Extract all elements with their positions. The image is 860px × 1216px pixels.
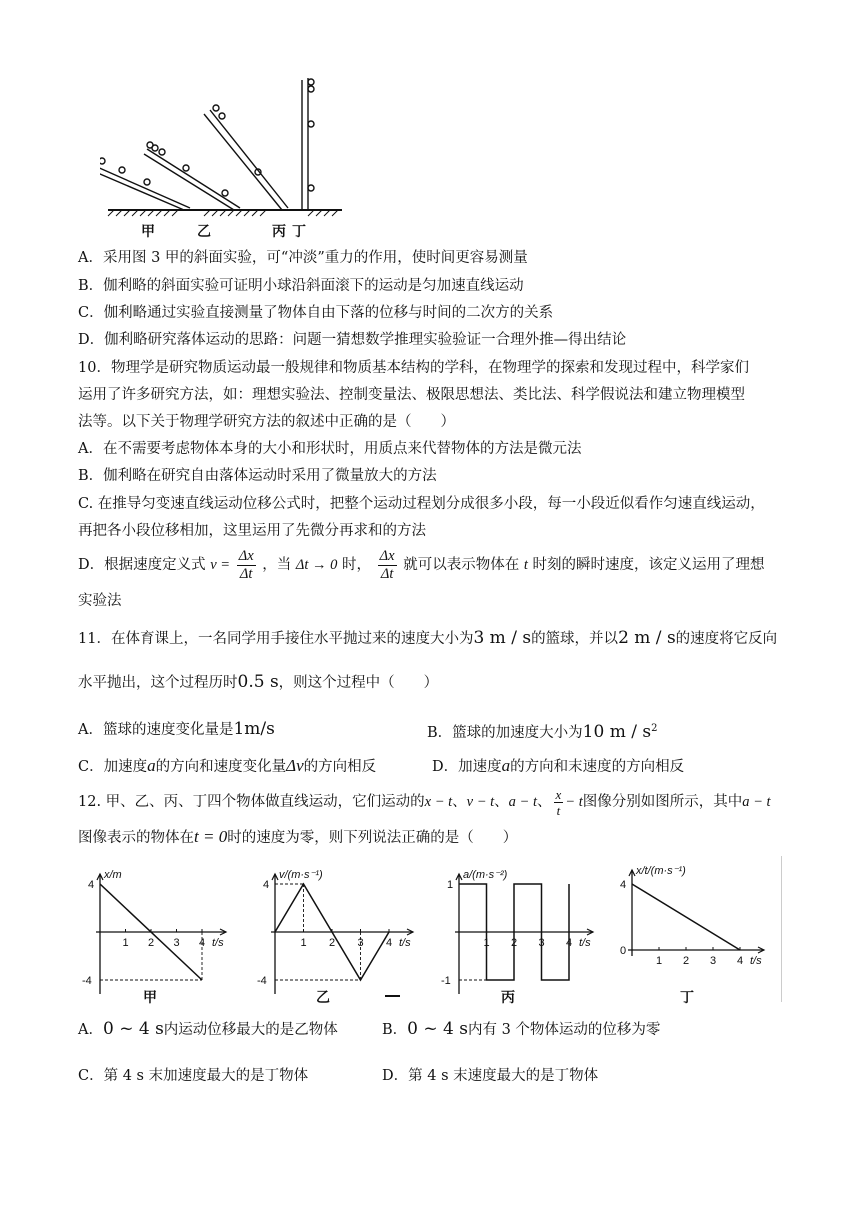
q10-d-v: v = bbox=[210, 557, 231, 573]
q12-cond: t = 0 bbox=[194, 827, 228, 846]
q10-d-mid2: 时， bbox=[342, 557, 372, 573]
q10-option-c-1: C. 在推导匀变速直线运动位移公式时，把整个运动过程划分成很多小段，每一小段近似看作匀速直线运动， bbox=[78, 496, 765, 512]
q11-stem-2 bbox=[78, 671, 438, 694]
graph-caption-yi: 乙 bbox=[316, 990, 330, 1006]
graph-jia-x-tick-label: 3 bbox=[173, 937, 180, 949]
q10-stem-1: 10．物理学是研究物质运动最一般规律和物质基本结构的学科，在物理学的探索和发现过程中，科学家们 bbox=[78, 360, 749, 376]
q12-s1: 12. 甲、乙、丙、丁四个物体做直线运动，它们运动的 bbox=[78, 794, 425, 810]
graph-caption-ding: 丁 bbox=[680, 990, 694, 1006]
graph-ding-y-tick-label: 0 bbox=[620, 945, 627, 957]
q12-b: B． bbox=[382, 1022, 408, 1038]
q12-a: A． bbox=[78, 1022, 103, 1038]
graph-yi-x-label: t/s bbox=[399, 937, 411, 949]
q11-c-sym-dv: Δv bbox=[286, 756, 304, 775]
q10-option-a: A．在不需要考虑物体本身的大小和形状时，用质点来代替物体的方法是微元法 bbox=[78, 441, 582, 457]
q11-s1: 11．在体育课上，一名同学用手接住水平抛过来的速度大小为 bbox=[78, 631, 474, 647]
incline-jia bbox=[100, 154, 190, 210]
q11-option-b bbox=[427, 718, 657, 744]
graph-jia-y-tick-label: 4 bbox=[88, 879, 95, 891]
q12-option-b bbox=[382, 1018, 660, 1041]
graph-caption-bing: 丙 bbox=[501, 990, 515, 1006]
q10-d-mid3: 就可以表示物体在 bbox=[403, 557, 520, 573]
q12-a-tail: 内运动位移最大的是乙物体 bbox=[163, 1022, 338, 1038]
q12-g5: a − t bbox=[742, 794, 771, 810]
q11-c-sym-a: a bbox=[147, 756, 156, 775]
q11-a-val: 1m/s bbox=[233, 719, 275, 739]
incline-ding bbox=[302, 78, 314, 210]
graph-ding-x-tick-label: 3 bbox=[710, 955, 717, 967]
q11-v1: 3 m / s bbox=[473, 628, 532, 648]
q12-option-c: C．第 4 s 末加速度最大的是丁物体 bbox=[78, 1068, 309, 1084]
incline-label-bing: 丙 bbox=[272, 224, 286, 240]
graph-yi-x-tick-label: 1 bbox=[300, 937, 307, 949]
q10-d-t: t bbox=[523, 557, 528, 573]
q11-v2: 2 m / s bbox=[618, 628, 676, 648]
q10-d-limit: Δt → 0 bbox=[295, 557, 338, 573]
q9-option-d: D．伽利略研究落体运动的思路：问题一猜想数学推理实验验证一合理外推—得出结论 bbox=[78, 332, 627, 348]
graph-jia-y-label: x/m bbox=[104, 869, 122, 881]
q9-option-c: C．伽利略通过实验直接测量了物体自由下落的位移与时间的二次方的关系 bbox=[78, 305, 554, 321]
graph-yi-x-tick-label: 4 bbox=[386, 937, 393, 949]
q12-sep3: 、 bbox=[537, 794, 552, 810]
q12-a-range: 0 ~ 4 s bbox=[102, 1019, 164, 1039]
q11-d-a: D．加速度 bbox=[432, 759, 502, 775]
q10-option-b: B．伽利略在研究自由落体运动时采用了微量放大的方法 bbox=[78, 468, 437, 484]
q12-s4: 时的速度为零，则下列说法正确的是（ ） bbox=[227, 830, 518, 846]
q12-s2: 图像分别如图所示，其中 bbox=[582, 794, 743, 810]
q11-s2: 的篮球，并以 bbox=[531, 631, 619, 647]
q12-b-range: 0 ~ 4 s bbox=[407, 1019, 468, 1039]
graph-bing-y-tick-label: 1 bbox=[447, 879, 454, 891]
q11-b-val: 10 m / s bbox=[582, 721, 652, 742]
q12-g2: v − t bbox=[466, 794, 495, 810]
graph-bing-y-label: a/(m·s⁻²) bbox=[463, 869, 508, 881]
q11-stem-1 bbox=[78, 627, 777, 650]
graph-bing-x-tick-label: 2 bbox=[511, 937, 518, 949]
q11-s5: ，则这个过程中（ ） bbox=[278, 675, 439, 691]
incline-yi bbox=[144, 142, 240, 210]
q12-stem-2 bbox=[78, 826, 517, 849]
graph-jia-y-tick-label: -4 bbox=[82, 975, 92, 987]
q10-stem-3: 法等。以下关于物理学研究方法的叙述中正确的是（ ） bbox=[78, 414, 455, 430]
q11-d-sym-a: a bbox=[501, 756, 511, 775]
q12-b-tail: 内有 3 个物体运动的位移为零 bbox=[467, 1022, 661, 1038]
q12-g1: x − t bbox=[424, 794, 453, 810]
graph-yi-y-tick-label: 4 bbox=[263, 879, 270, 891]
q12-s3: 图像表示的物体在 bbox=[78, 830, 194, 846]
q12-option-d: D．第 4 s 末速度最大的是丁物体 bbox=[382, 1068, 599, 1084]
q12-sep2: 、 bbox=[494, 794, 509, 810]
q9-option-b: B．伽利略的斜面实验可证明小球沿斜面滚下的运动是匀加速直线运动 bbox=[78, 278, 524, 294]
graph-jia-x-tick-label: 4 bbox=[199, 937, 206, 949]
incline-label-jia: 甲 bbox=[141, 224, 155, 240]
q11-option-d bbox=[432, 755, 684, 778]
q10-d-frac-2: $\frac{\Delta x}{\Delta t}$ bbox=[379, 547, 395, 582]
q10-option-d-2: 实验法 bbox=[78, 593, 122, 609]
graph-ding-x-tick-label: 1 bbox=[656, 955, 663, 967]
graph-bing-y-tick-label: -1 bbox=[441, 975, 451, 987]
q11-d-b: 的方向和末速度的方向相反 bbox=[510, 759, 685, 775]
graph-ding-data-line bbox=[632, 884, 740, 950]
q11-option-a bbox=[78, 718, 275, 741]
q12-g4tail: − t bbox=[565, 794, 583, 810]
graph-jia-x-tick-label: 2 bbox=[148, 937, 155, 949]
q10-option-c-2: 再把各小段位移相加，这里运用了先微分再求和的方法 bbox=[78, 523, 426, 539]
q10-option-d bbox=[78, 546, 764, 584]
q11-s4: 水平抛出，这个过程历时 bbox=[78, 675, 238, 691]
q12-stem-1 bbox=[78, 783, 771, 821]
incline-label-ding: 丁 bbox=[292, 224, 306, 240]
graph-bing-x-tick-label: 1 bbox=[483, 937, 490, 949]
graph-bing-x-tick-label: 4 bbox=[566, 937, 573, 949]
graph-ding-y-label: x/t/(m·s⁻¹) bbox=[636, 865, 686, 877]
q11-a-text: A．篮球的速度变化量是 bbox=[78, 722, 234, 738]
q11-s3: 的速度将它反向 bbox=[675, 631, 778, 647]
graph-yi-y-label: v/(m·s⁻¹) bbox=[279, 869, 323, 881]
graph-jia-x-tick-label: 1 bbox=[122, 937, 129, 949]
graph-bing-x-label: t/s bbox=[579, 937, 591, 949]
q11-option-c bbox=[78, 755, 376, 778]
q10-d-prefix: D．根据速度定义式 bbox=[78, 557, 206, 573]
graph-ding-x-tick-label: 4 bbox=[737, 955, 744, 967]
q12-option-a bbox=[78, 1018, 338, 1041]
q11-c-c: 的方向相反 bbox=[303, 759, 377, 775]
graph-bing-x-tick-label: 3 bbox=[538, 937, 545, 949]
graph-frame-line bbox=[781, 856, 782, 1002]
q11-c-b: 的方向和速度变化量 bbox=[155, 759, 287, 775]
q11-time: 0.5 s bbox=[237, 672, 279, 692]
q11-b-text: B．篮球的加速度大小为 bbox=[427, 724, 583, 741]
q12-g3: a − t bbox=[508, 794, 537, 810]
q12-frac: $\frac{x}{t}$ bbox=[555, 786, 562, 818]
graph-ding-x-label: t/s bbox=[750, 955, 762, 967]
q10-d-end: 时刻的瞬时速度，该定义运用了理想 bbox=[532, 557, 765, 573]
graph-jia-x-label: t/s bbox=[212, 937, 224, 949]
q10-d-frac-1: $\frac{\Delta x}{\Delta t}$ bbox=[238, 547, 254, 582]
graph-ding-y-tick-label: 4 bbox=[620, 879, 627, 891]
incline-bing bbox=[204, 105, 288, 210]
q9-option-a: A．采用图 3 甲的斜面实验，可“冲淡”重力的作用，使时间更容易测量 bbox=[78, 250, 528, 266]
incline-figure bbox=[100, 72, 345, 242]
incline-label-yi: 乙 bbox=[197, 224, 211, 240]
graph-yi-x-tick-label: 2 bbox=[329, 937, 336, 949]
q11-b-sup: 2 bbox=[651, 723, 658, 734]
q12-sep1: 、 bbox=[452, 794, 467, 810]
q10-d-mid1: ，当 bbox=[262, 557, 292, 573]
graph-yi-x-tick-label: 3 bbox=[357, 937, 364, 949]
graph-ding-x-tick-label: 2 bbox=[683, 955, 690, 967]
stray-dash bbox=[385, 995, 400, 997]
q11-c-a: C．加速度 bbox=[78, 759, 148, 775]
q10-stem-2: 运用了许多研究方法，如：理想实验法、控制变量法、极限思想法、类比法、科学假说法和建立物理模型 bbox=[78, 387, 745, 403]
graph-caption-jia: 甲 bbox=[143, 990, 157, 1006]
graph-yi-y-tick-label: -4 bbox=[257, 975, 267, 987]
